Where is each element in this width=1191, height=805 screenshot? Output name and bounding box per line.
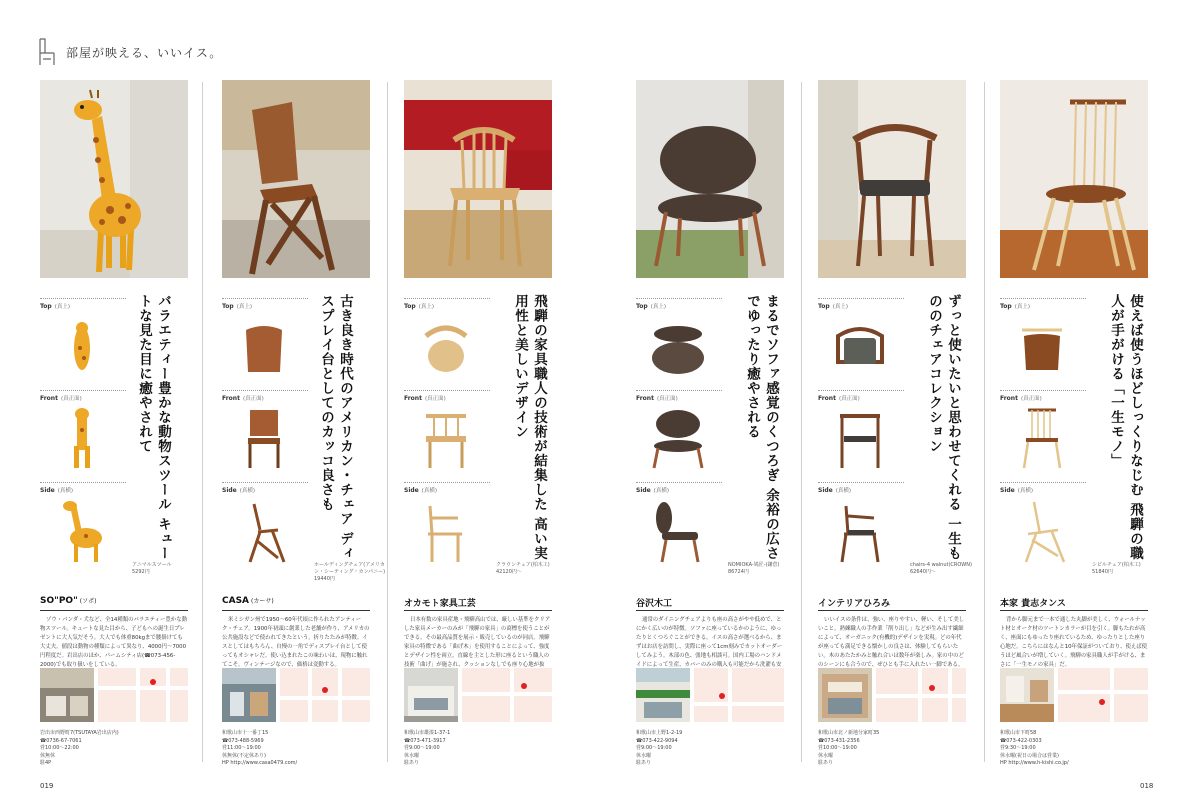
dotted-rule	[404, 390, 490, 391]
shop-info-images	[222, 668, 370, 722]
front-view-photo	[642, 406, 714, 470]
shop-photo	[222, 668, 276, 722]
column-divider	[984, 82, 985, 762]
shop-description: ゾウ・パンダ・犬など、全14種類のバラエティー豊かな動物スツール。キュートな見た目から、子どもへの誕生日プレゼントに大人気だそう。大人でも体重80kgまで腰掛けても大丈夫。値段は動物の種類によって異なり、4000円～7000円程度だ。岩出店のほか、パームシティ店(☎073-456-2000)でも取り扱いをしている。	[40, 617, 187, 668]
shop-name: CASA (カーサ)	[222, 596, 274, 606]
chair-outline-icon	[36, 37, 58, 67]
front-view-photo	[824, 406, 896, 470]
shop-name: SO"PO" (ソポ)	[40, 596, 97, 606]
shop-info-images	[404, 668, 552, 722]
price-note: ホールディングチェア(アメリカン・シーティング・カンパニー) 19440円	[314, 562, 386, 582]
shop-contact: 和歌山市雄湊1-37-1 ☎073-471-3917 営9:00～19:00 休水曜 駐あり	[404, 730, 451, 766]
shop-photo	[1000, 668, 1054, 722]
catch-copy: 飛騨の家具職人の技術が結集した 高い実用性と美しいデザイン	[512, 294, 547, 561]
shop-contact: 岩出市西野町7(TSUTAYA岩出店内) ☎0736-67-7061 営10:00～22:00 休無休 駐4P	[40, 730, 119, 766]
view-label-top: Top (真上)	[40, 303, 71, 310]
shop-map	[876, 668, 966, 722]
shop-info-images	[40, 668, 188, 722]
view-label-front: Front (真正面)	[40, 395, 82, 402]
dotted-rule	[1000, 390, 1086, 391]
chair-column-okamoto	[404, 80, 570, 770]
dotted-rule	[222, 482, 308, 483]
shop-description: 米ミシガン州で1950～60年代頃に作られたアンティーク・チェア。1900年初頭に創業した老舗が作り、アメリカの公共施設などで使われてきたという。折りたたみが特徴。イスとしてはもちろん、自慢の一角でディスプレイ台として使ってもオシャレだ。使い込まれたこの味わいは、現物に触れてこそ。ヴィンテージなので、価格は変動する。	[222, 617, 370, 668]
shop-map	[694, 668, 784, 722]
dotted-rule	[222, 298, 308, 299]
dotted-rule	[818, 482, 904, 483]
shop-name: 谷沢木工	[636, 599, 673, 609]
side-view-photo	[46, 500, 118, 564]
view-label-side: Side (真横)	[1000, 487, 1034, 494]
top-view-photo	[642, 316, 714, 380]
shop-description: いいイスの条件は、強い、座りやすい、軽い、そして美しいこと。熟練職人の手作業「削り出し」などが生み出す繊細によって、オーガニック(有機的)デザインを実現。どの年代が座っても満足できる懐かしの良さは、体験してもらいたい。木のあたたかみと触れ合いは数年が楽しみ。家の中のどのシーンにも合うので、ぜひとも手に入れたい一脚である。	[818, 617, 965, 668]
side-view-photo	[1006, 500, 1078, 564]
view-label-front: Front (真正面)	[636, 395, 678, 402]
top-view-photo	[410, 316, 482, 380]
dotted-rule	[404, 482, 490, 483]
shop-contact: 和歌山市北ノ新地分家町35 ☎073-431-2356 営10:00～19:00 休水曜 駐あり	[818, 730, 880, 766]
catch-copy: 古き良き時代のアメリカン・チェア ディスプレイ台としてのカッコ良さも	[318, 294, 353, 561]
dotted-rule	[404, 298, 490, 299]
side-view-photo	[824, 500, 896, 564]
price-note: NOMIOKA-鳩匠-(鎌倉) 86724円	[728, 562, 780, 575]
view-label-top: Top (真上)	[404, 303, 435, 310]
main-photo-armchair	[818, 80, 966, 278]
top-view-photo	[228, 316, 300, 380]
dotted-rule	[40, 390, 126, 391]
catch-copy: 使えば使うほどしっくりなじむ 飛騨の職人が手がける「一生モノ」	[1108, 294, 1143, 561]
page-number-right: 018	[1140, 782, 1154, 790]
main-photo-crown-chair	[404, 80, 552, 278]
shop-rule	[818, 610, 966, 611]
view-label-top: Top (真上)	[636, 303, 667, 310]
shop-photo	[40, 668, 94, 722]
view-label-front: Front (真正面)	[1000, 395, 1042, 402]
view-label-side: Side (真横)	[404, 487, 438, 494]
view-label-side: Side (真横)	[40, 487, 74, 494]
side-view-photo	[642, 500, 714, 564]
shop-name: インテリアひろみ	[818, 599, 891, 609]
shop-map	[98, 668, 188, 722]
main-photo-folding-chair	[222, 80, 370, 278]
shop-info-images	[818, 668, 966, 722]
catch-copy: まるでソファ感覚のくつろぎ 余裕の広さでゆったり癒やされる	[744, 294, 779, 561]
chair-column-sopo	[40, 80, 206, 770]
shop-description: 日本有数の家具産地・飛騨高山では、厳しい基準をクリアした家具メーカーのみが「飛騨の家具」の商標を使うことができる。その最高品質を展示・販売しているのが同店。飛騨家具の特徴である「曲げ木」を使用することによって、強度とデザイン性を両立。直線を主とした形に座るという職人の技術「曲げ」が施され、クッションなしでも座り心地が抜	[404, 617, 551, 668]
dotted-rule	[818, 390, 904, 391]
shop-rule	[636, 610, 784, 611]
view-label-front: Front (真正面)	[404, 395, 446, 402]
shop-info-images	[636, 668, 784, 722]
price-note: chairs-4 walnut(CROWN) 62640円～	[910, 562, 972, 575]
shop-contact: 和歌山市上野1-2-19 ☎073-422-9094 営9:00～19:00 休水曜 駐あり	[636, 730, 683, 766]
page-number-left: 019	[40, 782, 54, 790]
dotted-rule	[636, 390, 722, 391]
price-note: シビルチェア(柏木工) 51840円	[1092, 562, 1141, 575]
front-view-photo	[228, 406, 300, 470]
main-photo-giraffe-stool	[40, 80, 188, 278]
dotted-rule	[40, 482, 126, 483]
top-view-photo	[824, 316, 896, 380]
front-view-photo	[1006, 406, 1078, 470]
shop-name: オカモト家具工芸	[404, 599, 476, 609]
chair-column-tanizawa	[636, 80, 802, 770]
view-label-front: Front (真正面)	[222, 395, 264, 402]
shop-map	[280, 668, 370, 722]
dotted-rule	[1000, 482, 1086, 483]
main-photo-lounge-chair	[636, 80, 784, 278]
header-title: 部屋が映える、いいイス。	[66, 45, 223, 60]
shop-map	[462, 668, 552, 722]
catch-copy: バラエティー豊かな動物スツール キュートな見た目に癒やされて	[136, 294, 171, 561]
shop-description: 背から脚元まで一本で通した丸脚が美しく、ウォールナット材とオーク材のツートンカラーが目を引く。脚もたれが高く、座面にもゆったり座れているため、ゆったりとした座り心地だ。こちらにはなんと10年保証がついており、使えば使うほど風合いが増していく。飛騨の家具職人が手がける、まさに「一生モノの家具」だ。	[1000, 617, 1148, 668]
chair-column-casa	[222, 80, 388, 770]
shop-rule	[40, 610, 188, 611]
shop-photo	[404, 668, 458, 722]
chair-column-hiromi	[818, 80, 984, 770]
shop-map	[1058, 668, 1148, 722]
view-label-top: Top (真上)	[1000, 303, 1031, 310]
shop-description: 通常のダイニングチェアよりも座の高さがやや低めで、とにかく広いのが特徴。ソファに座っているかのように、ゆったりとくつろぐことができる。イスの高さが選べるから、まずはお店を訪問し、実際に座って1cm刻みでカットオーダーしてみよう。木部の色、張地も相談可。国内工場のハンドメイドによって生産、カバーのみの購入も可能だから洗濯も安	[636, 617, 783, 668]
view-label-top: Top (真上)	[222, 303, 253, 310]
dotted-rule	[818, 298, 904, 299]
chair-column-kishi	[1000, 80, 1166, 770]
side-view-photo	[410, 500, 482, 564]
front-view-photo	[46, 406, 118, 470]
shop-rule	[404, 610, 552, 611]
view-label-top: Top (真上)	[818, 303, 849, 310]
view-label-side: Side (真横)	[818, 487, 852, 494]
dotted-rule	[636, 298, 722, 299]
price-note: アニマルスツール 5292円	[132, 562, 172, 575]
dotted-rule	[636, 482, 722, 483]
front-view-photo	[410, 406, 482, 470]
dotted-rule	[222, 390, 308, 391]
catch-copy: ずっと使いたいと思わせてくれる 一生もののチェアコレクション	[926, 294, 961, 561]
shop-photo	[818, 668, 872, 722]
top-view-photo	[46, 316, 118, 380]
shop-name: 本家 貴志タンス	[1000, 599, 1066, 609]
shop-info-images	[1000, 668, 1148, 722]
shop-rule	[1000, 610, 1148, 611]
view-label-side: Side (真横)	[222, 487, 256, 494]
view-label-front: Front (真正面)	[818, 395, 860, 402]
shop-contact: 和歌山市十一番丁15 ☎073-488-5969 営11:00～19:00 休無休(不定休あり) HP http://www.casa0479.com/	[222, 730, 298, 766]
main-photo-windsor-chair	[1000, 80, 1148, 278]
dotted-rule	[1000, 298, 1086, 299]
top-view-photo	[1006, 316, 1078, 380]
view-label-side: Side (真横)	[636, 487, 670, 494]
page-header	[36, 32, 222, 72]
shop-photo	[636, 668, 690, 722]
side-view-photo	[228, 500, 300, 564]
shop-rule	[222, 610, 370, 611]
shop-contact: 和歌山市下町58 ☎073-422-0303 営9:30～19:00 休水曜(祝日の場合は営業) HP http://www.h-kishi.co.jp/	[1000, 730, 1069, 766]
dotted-rule	[40, 298, 126, 299]
price-note: クラウンチェア(柏木工) 42120円～	[496, 562, 550, 575]
